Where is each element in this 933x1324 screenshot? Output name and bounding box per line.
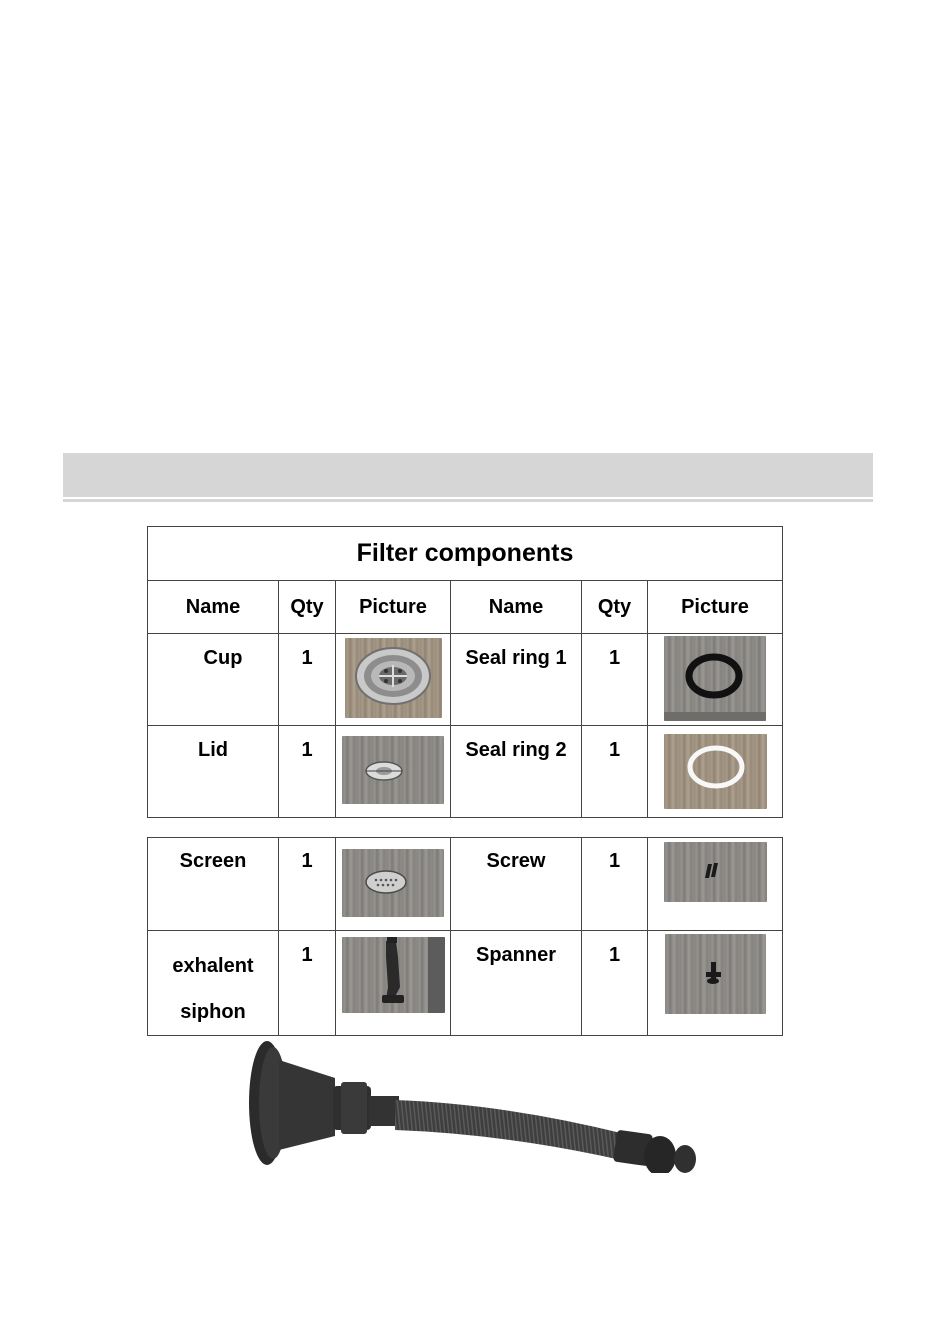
picture-cell xyxy=(648,726,783,818)
screen-photo xyxy=(342,849,444,917)
siphon-product-photo xyxy=(245,1038,700,1173)
header-name: Name xyxy=(148,581,279,634)
lid-photo xyxy=(342,736,444,804)
name-cell xyxy=(148,726,279,818)
component-qty: 1 xyxy=(608,944,621,966)
qty-cell xyxy=(279,931,336,1036)
component-name: Seal ring 1 xyxy=(465,647,567,669)
qty-cell xyxy=(582,838,648,931)
header-qty: Qty xyxy=(279,581,336,634)
table-header-row xyxy=(148,581,783,634)
picture-cell xyxy=(336,726,451,818)
component-name: Screen xyxy=(179,850,247,872)
table-row xyxy=(148,838,783,931)
component-name: Cup xyxy=(203,647,243,669)
qty-cell xyxy=(279,838,336,931)
qty-cell xyxy=(582,931,648,1036)
seal-ring-1-photo xyxy=(664,636,766,721)
picture-cell xyxy=(336,634,451,726)
component-qty: 1 xyxy=(608,647,621,669)
screw-photo xyxy=(664,842,767,902)
component-qty: 1 xyxy=(608,739,621,761)
component-name: Spanner xyxy=(475,944,557,966)
table-row xyxy=(148,634,783,726)
name-cell xyxy=(148,634,279,726)
seal-ring-2-photo xyxy=(664,734,767,809)
qty-cell xyxy=(279,726,336,818)
table-row xyxy=(148,726,783,818)
header-name: Name xyxy=(451,581,582,634)
component-name-line: siphon xyxy=(180,1001,246,1023)
header-qty: Qty xyxy=(582,581,648,634)
filter-components-table-continued xyxy=(147,837,783,1036)
cup-photo xyxy=(345,638,442,718)
header-picture: Picture xyxy=(336,581,451,634)
component-qty: 1 xyxy=(608,850,621,872)
qty-cell xyxy=(582,634,648,726)
component-name: Seal ring 2 xyxy=(465,739,567,761)
name-cell xyxy=(451,931,582,1036)
component-qty: 1 xyxy=(301,647,313,669)
table-title: Filter components xyxy=(148,527,783,581)
picture-cell xyxy=(648,931,783,1036)
picture-cell xyxy=(336,838,451,931)
name-cell xyxy=(451,634,582,726)
section-header-band xyxy=(63,453,873,497)
name-cell xyxy=(148,838,279,931)
name-cell xyxy=(148,931,279,1036)
header-picture: Picture xyxy=(648,581,783,634)
table-row xyxy=(148,931,783,1036)
qty-cell xyxy=(582,726,648,818)
exhalent-siphon-photo xyxy=(342,937,445,1013)
qty-cell xyxy=(279,634,336,726)
name-cell xyxy=(451,838,582,931)
picture-cell xyxy=(648,838,783,931)
picture-cell xyxy=(336,931,451,1036)
component-qty: 1 xyxy=(301,850,313,872)
name-cell xyxy=(451,726,582,818)
filter-components-table xyxy=(147,526,783,818)
component-name: Lid xyxy=(198,739,228,761)
component-name-line: exhalent xyxy=(172,955,254,977)
component-name xyxy=(148,931,278,1035)
component-name: Screw xyxy=(486,850,546,872)
component-qty: 1 xyxy=(301,944,313,966)
spanner-photo xyxy=(665,934,766,1014)
picture-cell xyxy=(648,634,783,726)
component-qty: 1 xyxy=(301,739,313,761)
section-header-rule xyxy=(63,499,873,502)
